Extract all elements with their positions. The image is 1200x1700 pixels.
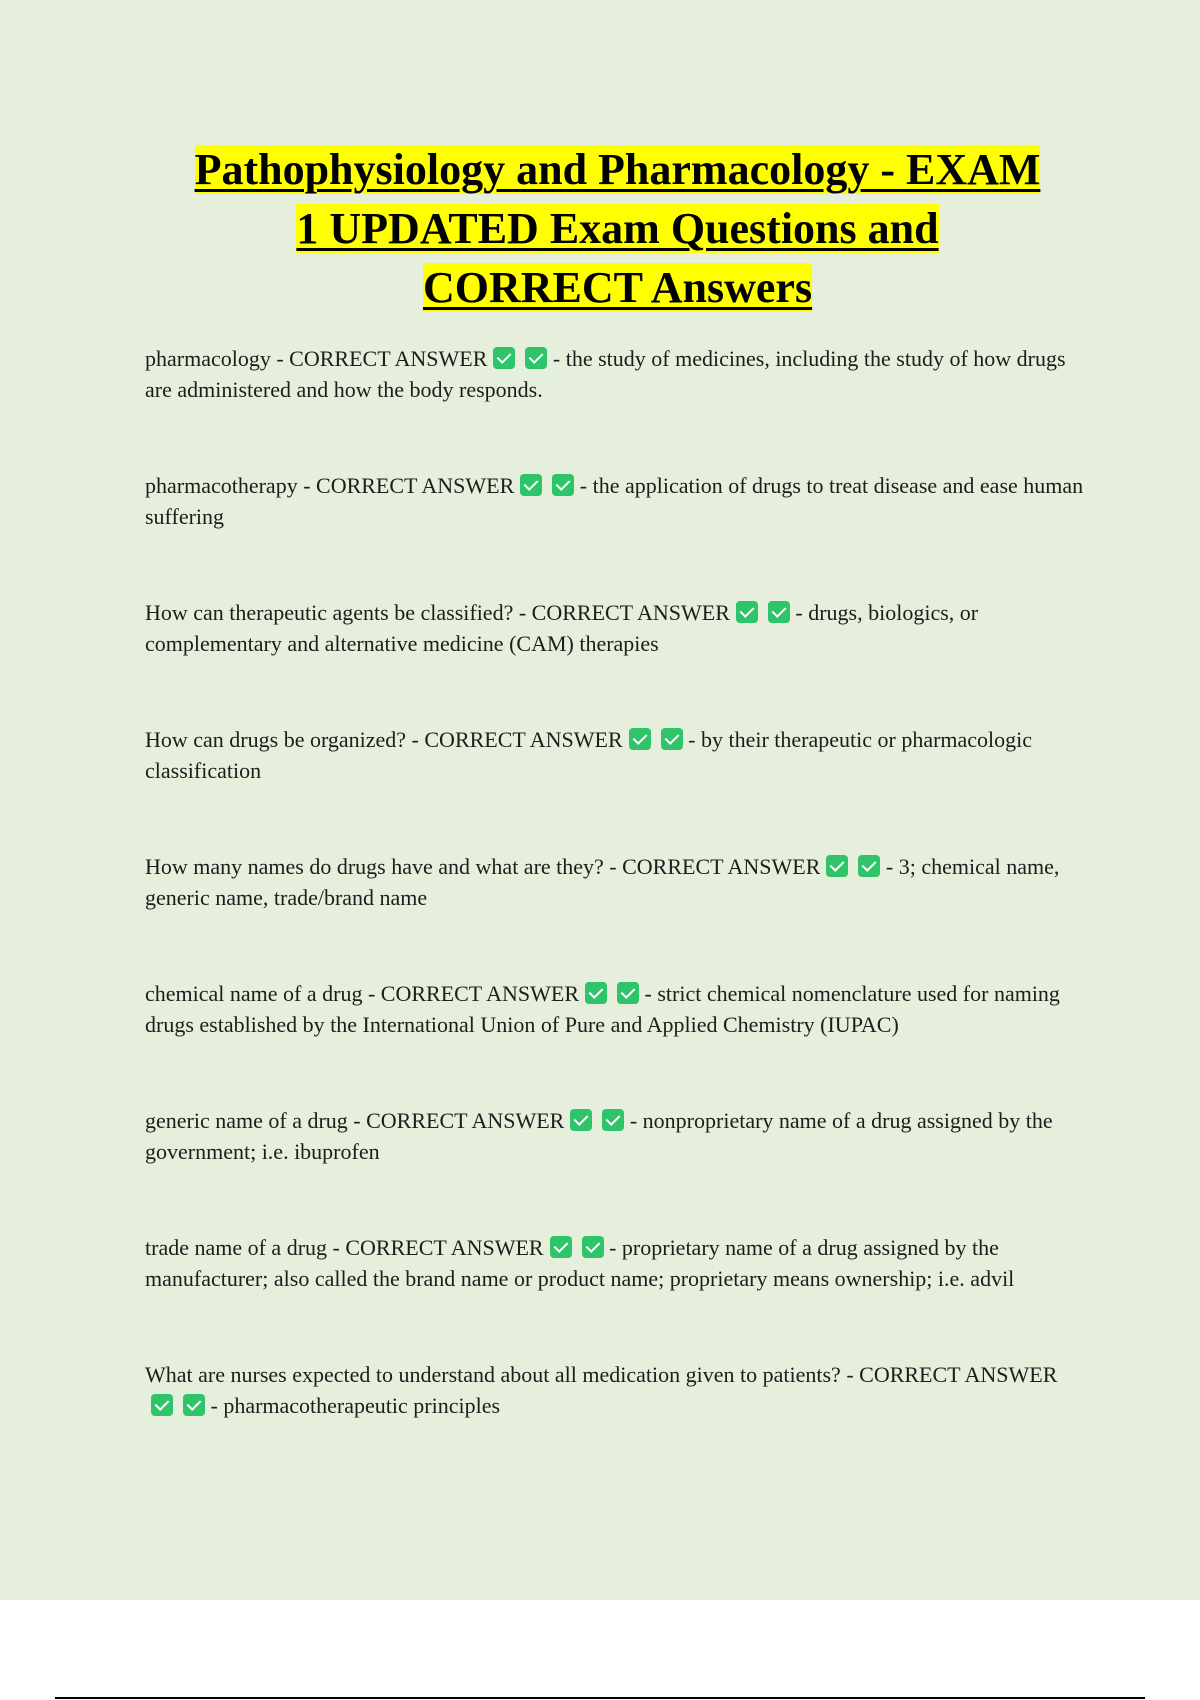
qa-term: pharmacology - CORRECT ANSWER xyxy=(145,346,488,371)
check-icon xyxy=(183,1394,205,1416)
check-icon xyxy=(552,474,574,496)
qa-item xyxy=(145,597,1085,659)
check-icon xyxy=(585,982,607,1004)
check-icon xyxy=(525,347,547,369)
qa-item xyxy=(145,1232,1085,1294)
qa-item xyxy=(145,1359,1085,1421)
title-line-2: 1 UPDATED Exam Questions and xyxy=(296,204,939,253)
qa-item xyxy=(145,1105,1085,1167)
qa-term: How many names do drugs have and what are they? - CORRECT ANSWER xyxy=(145,854,821,879)
qa-definition: - strict chemical nomenclature used for naming drugs established by the International Union of Pure and Applied Chemistry (IUPAC) xyxy=(145,981,1060,1037)
qa-term: What are nurses expected to understand about all medication given to patients? - CORRECT ANSWER xyxy=(145,1362,1058,1387)
qa-item xyxy=(145,851,1085,913)
qa-definition: - the study of medicines, including the study of how drugs are administered and how the body responds. xyxy=(145,346,1066,402)
qa-definition: - drugs, biologics, or complementary and alternative medicine (CAM) therapies xyxy=(145,600,979,656)
title-line-3: CORRECT Answers xyxy=(422,263,813,312)
check-icon xyxy=(661,728,683,750)
qa-term: generic name of a drug - CORRECT ANSWER xyxy=(145,1108,565,1133)
check-icon xyxy=(550,1236,572,1258)
check-icon xyxy=(736,601,758,623)
check-icon xyxy=(602,1109,624,1131)
qa-item xyxy=(145,724,1085,786)
check-icon xyxy=(582,1236,604,1258)
qa-term: chemical name of a drug - CORRECT ANSWER xyxy=(145,981,580,1006)
page-divider xyxy=(55,1697,1145,1699)
qa-definition: - proprietary name of a drug assigned by the manufacturer; also called the brand name or product name; proprietary means ownership; i.e. advil xyxy=(145,1235,1015,1291)
check-icon xyxy=(858,855,880,877)
check-icon xyxy=(570,1109,592,1131)
title-line-1: Pathophysiology and Pharmacology - EXAM xyxy=(194,145,1041,194)
document-title xyxy=(120,140,1115,317)
check-icon xyxy=(617,982,639,1004)
check-icon xyxy=(629,728,651,750)
check-icon xyxy=(520,474,542,496)
qa-definition: - 3; chemical name, generic name, trade/brand name xyxy=(145,854,1060,910)
qa-term: trade name of a drug - CORRECT ANSWER xyxy=(145,1235,544,1260)
qa-item xyxy=(145,470,1085,532)
qa-definition: - pharmacotherapeutic principles xyxy=(210,1393,501,1418)
check-icon xyxy=(826,855,848,877)
qa-list xyxy=(145,343,1085,1486)
qa-definition: - by their therapeutic or pharmacologic classification xyxy=(145,727,1033,783)
qa-item xyxy=(145,978,1085,1040)
check-icon xyxy=(768,601,790,623)
check-icon xyxy=(493,347,515,369)
qa-definition: - the application of drugs to treat disease and ease human suffering xyxy=(145,473,1084,529)
qa-term: How can drugs be organized? - CORRECT ANSWER xyxy=(145,727,623,752)
qa-definition: - nonproprietary name of a drug assigned by the government; i.e. ibuprofen xyxy=(145,1108,1053,1164)
qa-item xyxy=(145,343,1085,405)
check-icon xyxy=(151,1394,173,1416)
qa-term: How can therapeutic agents be classified? - CORRECT ANSWER xyxy=(145,600,730,625)
qa-term: pharmacotherapy - CORRECT ANSWER xyxy=(145,473,515,498)
